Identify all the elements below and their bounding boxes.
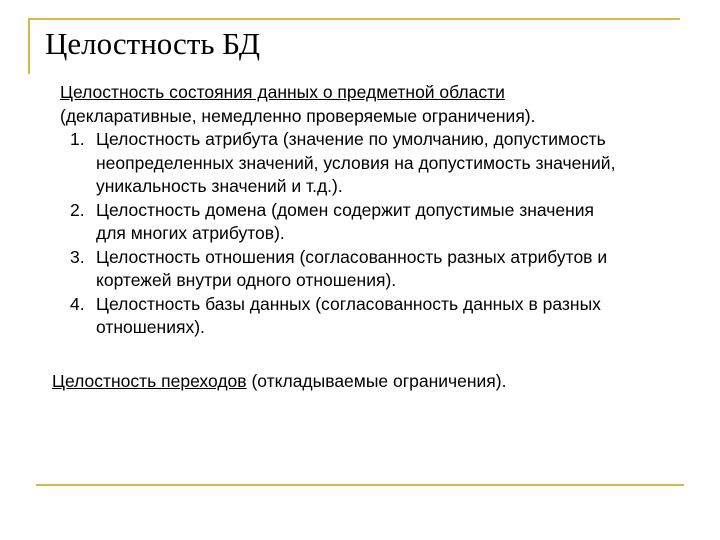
top-divider (28, 18, 680, 20)
list-item-number: 4. (70, 293, 85, 314)
list-item-text: Целостность домена (домен содержит допустимые значения (96, 199, 595, 220)
left-accent-line (28, 18, 30, 74)
list-item (60, 128, 700, 199)
state-integrity-heading: Целостность состояния данных о предметной области (60, 82, 505, 102)
state-integrity-heading-line (60, 81, 700, 105)
list-item-text: неопределенных значений, условия на допустимость значений, (96, 152, 616, 173)
list-item (60, 293, 700, 340)
transition-integrity-heading: Целостность переходов (52, 371, 247, 391)
list-item-text: Целостность атрибута (значение по умолчанию, допустимость (96, 129, 606, 149)
list-item-text: уникальность значений и т.д.). (96, 176, 343, 196)
state-integrity-section (60, 81, 700, 340)
list-item-number: 2. (70, 199, 85, 220)
list-item-text: для многих атрибутов). (96, 223, 285, 243)
slide-title: Целостность БД (45, 26, 261, 61)
list-item (60, 246, 700, 293)
list-item-text: Целостность отношения (согласованность разных атрибутов и (96, 246, 608, 267)
list-item-text: Целостность базы данных (согласованность данных в разных (96, 293, 601, 314)
state-integrity-description: (декларативные, немедленно проверяемые ограничения). (60, 105, 536, 126)
list-item-text: отношениях). (96, 317, 205, 337)
bottom-divider (36, 484, 684, 486)
integrity-types-list (60, 128, 700, 340)
list-item-number: 1. (70, 129, 85, 149)
list-item (60, 199, 700, 246)
list-item-text: кортежей внутри одного отношения). (96, 270, 397, 290)
transition-integrity-description: (откладываемые ограничения). (246, 371, 507, 391)
list-item-number: 3. (70, 246, 85, 267)
transition-integrity-section (52, 370, 506, 394)
